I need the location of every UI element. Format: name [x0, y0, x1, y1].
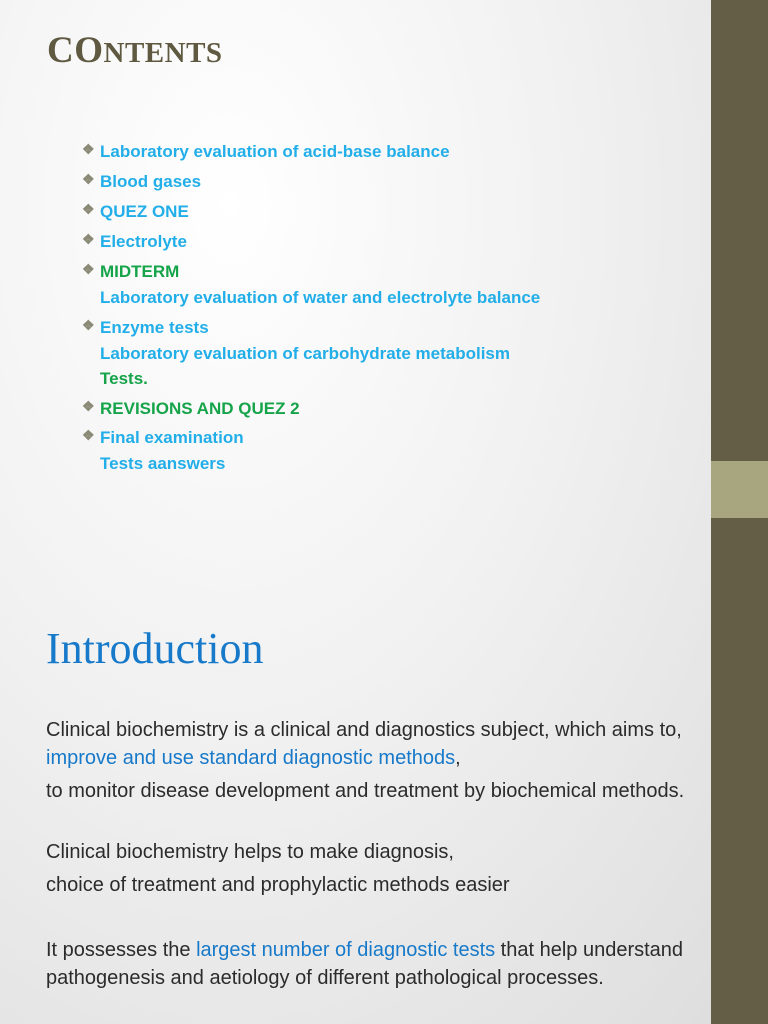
contents-item-revisions: ❖ REVISIONS AND QUEZ 2: [82, 398, 300, 418]
diamond-cluster-icon: ❖: [82, 427, 95, 443]
contents-item-quez-one: ❖ QUEZ ONE: [82, 201, 189, 221]
contents-subitem-carbohydrate: Laboratory evaluation of carbohydrate metabolism: [100, 344, 510, 363]
contents-item-final-exam: ❖ Final examination: [82, 427, 244, 447]
contents-item-midterm: ❖ MIDTERM: [82, 261, 180, 281]
intro-paragraph-4: choice of treatment and prophylactic methods easier: [46, 874, 510, 896]
intro-paragraph-2: to monitor disease development and treatment by biochemical methods.: [46, 780, 685, 802]
highlighted-phrase: largest number of diagnostic tests: [196, 939, 496, 961]
highlighted-phrase: improve and use standard diagnostic methods: [46, 747, 456, 769]
diamond-cluster-icon: ❖: [82, 201, 95, 217]
intro-paragraph-3: Clinical biochemistry helps to make diagnosis,: [46, 841, 454, 863]
contents-item-enzyme-tests: ❖ Enzyme tests: [82, 317, 209, 337]
contents-subitem-tests: Tests.: [100, 369, 148, 388]
contents-subitem-water-electrolyte: Laboratory evaluation of water and electrolyte balance: [100, 288, 541, 307]
diamond-cluster-icon: ❖: [82, 317, 95, 333]
contents-item-electrolyte: ❖ Electrolyte: [82, 231, 187, 251]
diamond-cluster-icon: ❖: [82, 261, 95, 277]
diamond-cluster-icon: ❖: [82, 231, 95, 247]
introduction-heading: Introduction: [46, 624, 264, 673]
intro-paragraph-1: Clinical biochemistry is a clinical and diagnostics subject, which aims to, improve and use standard diagnostic methods,: [46, 719, 682, 769]
contents-heading: CONTENTS: [47, 30, 223, 71]
contents-subitem-answers: Tests aanswers: [100, 454, 226, 473]
diamond-cluster-icon: ❖: [82, 141, 95, 157]
contents-item-acid-base: ❖ Laboratory evaluation of acid-base balance: [82, 141, 450, 161]
contents-item-blood-gases: ❖ Blood gases: [82, 171, 202, 191]
right-accent-block: [711, 461, 768, 518]
diamond-cluster-icon: ❖: [82, 171, 95, 187]
intro-paragraph-5: It possesses the largest number of diagnostic tests that help understand pathogenesis and aetiology of different pathological processes.: [46, 939, 684, 989]
diamond-cluster-icon: ❖: [82, 398, 95, 414]
